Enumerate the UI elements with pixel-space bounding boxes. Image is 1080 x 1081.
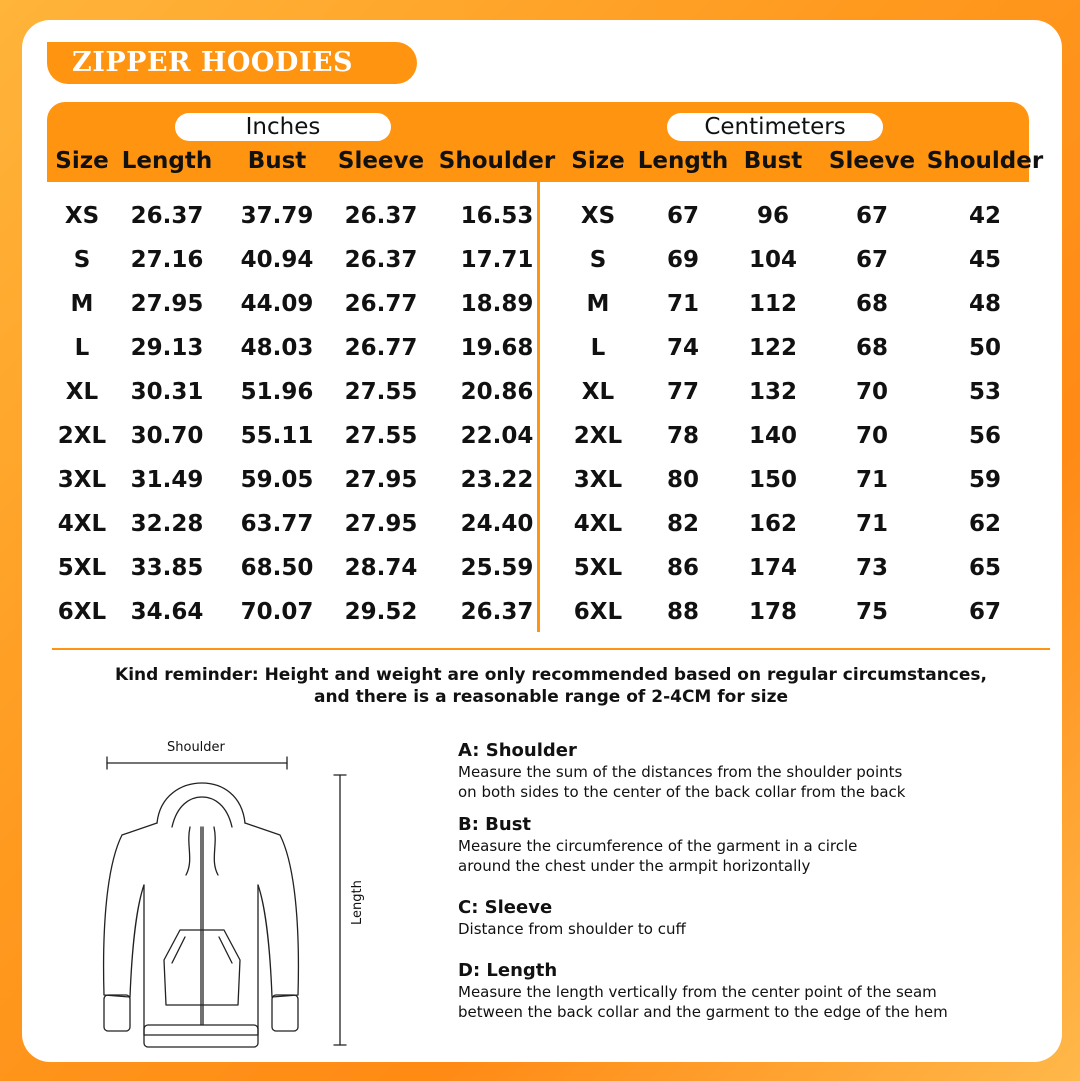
table-cell: 55.11 bbox=[240, 423, 314, 449]
table-cell: 3XL bbox=[573, 467, 623, 493]
table-cell: 70 bbox=[855, 379, 888, 405]
table-cell: 26.77 bbox=[344, 335, 418, 361]
header-length-cm: Length bbox=[637, 148, 729, 174]
diagram-shoulder-label: Shoulder bbox=[167, 740, 225, 755]
measurement-text: on both sides to the center of the back collar from the back bbox=[458, 783, 906, 801]
unit-label-inches: Inches bbox=[175, 113, 391, 141]
table-cell: M bbox=[70, 291, 94, 317]
table-cell: 178 bbox=[748, 599, 797, 625]
header-sleeve-in: Sleeve bbox=[337, 148, 425, 174]
table-cell: 80 bbox=[666, 467, 699, 493]
table-cell: 45 bbox=[968, 247, 1001, 273]
table-cell: 26.37 bbox=[130, 203, 204, 229]
table-header bbox=[47, 102, 1044, 182]
table-cell: 42 bbox=[968, 203, 1001, 229]
table-cell: 67 bbox=[968, 599, 1001, 625]
table-cell: 31.49 bbox=[130, 467, 204, 493]
table-cell: 56 bbox=[968, 423, 1001, 449]
header-shoulder-in: Shoulder bbox=[438, 148, 556, 174]
table-cell: 19.68 bbox=[460, 335, 534, 361]
header-sleeve-cm: Sleeve bbox=[828, 148, 916, 174]
table-cell: 22.04 bbox=[460, 423, 534, 449]
table-cell: 70 bbox=[855, 423, 888, 449]
table-cell: 73 bbox=[855, 555, 888, 581]
table-cell: 44.09 bbox=[240, 291, 314, 317]
table-cell: 82 bbox=[666, 511, 699, 537]
table-column-divider bbox=[537, 180, 540, 632]
table-cell: 122 bbox=[748, 335, 797, 361]
table-cell: 27.95 bbox=[344, 511, 418, 537]
table-cell: 18.89 bbox=[460, 291, 534, 317]
table-cell: 5XL bbox=[57, 555, 107, 581]
table-cell: 132 bbox=[748, 379, 797, 405]
table-cell: 26.37 bbox=[344, 203, 418, 229]
table-cell: S bbox=[589, 247, 607, 273]
table-cell: 29.13 bbox=[130, 335, 204, 361]
table-cell: 26.77 bbox=[344, 291, 418, 317]
table-cell: 27.55 bbox=[344, 423, 418, 449]
size-chart-card bbox=[22, 20, 1062, 1062]
header-length-in: Length bbox=[121, 148, 213, 174]
table-cell: 4XL bbox=[57, 511, 107, 537]
hoodie-diagram bbox=[82, 735, 412, 1055]
table-cell: 6XL bbox=[57, 599, 107, 625]
measurement-length bbox=[458, 960, 1058, 1022]
table-cell: 112 bbox=[748, 291, 797, 317]
measurement-text: around the chest under the armpit horizontally bbox=[458, 857, 811, 875]
table-cell: 5XL bbox=[573, 555, 623, 581]
table-cell: 69 bbox=[666, 247, 699, 273]
table-cell: L bbox=[590, 335, 606, 361]
reminder-line-1: Kind reminder: Height and weight are only recommended based on regular circumstances, bbox=[115, 665, 987, 685]
table-cell: 88 bbox=[666, 599, 699, 625]
table-cell: 140 bbox=[748, 423, 797, 449]
table-cell: 67 bbox=[666, 203, 699, 229]
table-cell: 30.31 bbox=[130, 379, 204, 405]
table-cell: 59 bbox=[968, 467, 1001, 493]
reminder-line-2: and there is a reasonable range of 2-4CM for size bbox=[313, 687, 789, 707]
table-cell: 26.37 bbox=[344, 247, 418, 273]
table-cell: 20.86 bbox=[460, 379, 534, 405]
table-cell: 6XL bbox=[573, 599, 623, 625]
table-cell: 96 bbox=[756, 203, 789, 229]
section-divider bbox=[52, 648, 1050, 650]
table-cell: 25.59 bbox=[460, 555, 534, 581]
table-cell: 77 bbox=[666, 379, 699, 405]
table-cell: 86 bbox=[666, 555, 699, 581]
table-cell: 174 bbox=[748, 555, 797, 581]
table-cell: 150 bbox=[748, 467, 797, 493]
table-cell: 27.95 bbox=[130, 291, 204, 317]
table-cell: 27.95 bbox=[344, 467, 418, 493]
measurement-title: C: Sleeve bbox=[458, 897, 553, 918]
diagram-length-label: Length bbox=[350, 880, 365, 925]
header-shoulder-cm: Shoulder bbox=[926, 148, 1044, 174]
table-cell: 59.05 bbox=[240, 467, 314, 493]
table-cell: M bbox=[586, 291, 610, 317]
measurement-sleeve bbox=[458, 897, 1058, 939]
measurement-text: between the back collar and the garment to the edge of the hem bbox=[458, 1003, 948, 1021]
unit-label-centimeters: Centimeters bbox=[667, 113, 883, 141]
table-cell: 71 bbox=[855, 511, 888, 537]
header-size-cm: Size bbox=[571, 148, 625, 174]
table-cell: 26.37 bbox=[460, 599, 534, 625]
table-cell: 23.22 bbox=[460, 467, 534, 493]
table-cell: 24.40 bbox=[460, 511, 534, 537]
measurement-title: A: Shoulder bbox=[458, 740, 577, 761]
table-cell: XL bbox=[65, 379, 99, 405]
table-cell: 75 bbox=[855, 599, 888, 625]
kind-reminder bbox=[52, 664, 1050, 708]
measurement-text: Distance from shoulder to cuff bbox=[458, 920, 686, 938]
table-cell: 40.94 bbox=[240, 247, 314, 273]
table-cell: 162 bbox=[748, 511, 797, 537]
table-cell: S bbox=[73, 247, 91, 273]
measurement-shoulder bbox=[458, 740, 1058, 802]
table-cell: 17.71 bbox=[460, 247, 534, 273]
table-cell: 29.52 bbox=[344, 599, 418, 625]
table-cell: XL bbox=[581, 379, 615, 405]
table-cell: 28.74 bbox=[344, 555, 418, 581]
table-cell: 3XL bbox=[57, 467, 107, 493]
header-bust-cm: Bust bbox=[743, 148, 803, 174]
table-cell: 78 bbox=[666, 423, 699, 449]
table-cell: 71 bbox=[855, 467, 888, 493]
table-cell: XS bbox=[64, 203, 100, 229]
table-cell: 16.53 bbox=[460, 203, 534, 229]
table-cell: 37.79 bbox=[240, 203, 314, 229]
table-cell: 48.03 bbox=[240, 335, 314, 361]
table-cell: XS bbox=[580, 203, 616, 229]
measurement-bust bbox=[458, 814, 1058, 876]
table-cell: 32.28 bbox=[130, 511, 204, 537]
page-title: ZIPPER HOODIES bbox=[47, 42, 417, 84]
table-cell: 2XL bbox=[57, 423, 107, 449]
table-cell: 68.50 bbox=[240, 555, 314, 581]
table-cell: 104 bbox=[748, 247, 797, 273]
table-cell: 34.64 bbox=[130, 599, 204, 625]
table-cell: 51.96 bbox=[240, 379, 314, 405]
table-cell: 2XL bbox=[573, 423, 623, 449]
table-cell: 68 bbox=[855, 291, 888, 317]
header-bust-in: Bust bbox=[247, 148, 307, 174]
table-cell: 65 bbox=[968, 555, 1001, 581]
table-cell: 71 bbox=[666, 291, 699, 317]
table-cell: 62 bbox=[968, 511, 1001, 537]
table-cell: 48 bbox=[968, 291, 1001, 317]
table-cell: 67 bbox=[855, 247, 888, 273]
table-cell: 4XL bbox=[573, 511, 623, 537]
measurement-title: B: Bust bbox=[458, 814, 532, 835]
table-cell: 27.16 bbox=[130, 247, 204, 273]
table-cell: 70.07 bbox=[240, 599, 314, 625]
measurement-text: Measure the length vertically from the center point of the seam bbox=[458, 983, 937, 1001]
table-cell: 27.55 bbox=[344, 379, 418, 405]
table-cell: 68 bbox=[855, 335, 888, 361]
table-cell: 30.70 bbox=[130, 423, 204, 449]
table-cell: 74 bbox=[666, 335, 699, 361]
table-cell: 67 bbox=[855, 203, 888, 229]
table-cell: 33.85 bbox=[130, 555, 204, 581]
table-cell: L bbox=[74, 335, 90, 361]
table-cell: 53 bbox=[968, 379, 1001, 405]
measurement-title: D: Length bbox=[458, 960, 558, 981]
table-cell: 63.77 bbox=[240, 511, 314, 537]
measurement-text: Measure the sum of the distances from the shoulder points bbox=[458, 763, 903, 781]
header-size-in: Size bbox=[55, 148, 109, 174]
measurement-text: Measure the circumference of the garment in a circle bbox=[458, 837, 858, 855]
table-cell: 50 bbox=[968, 335, 1001, 361]
